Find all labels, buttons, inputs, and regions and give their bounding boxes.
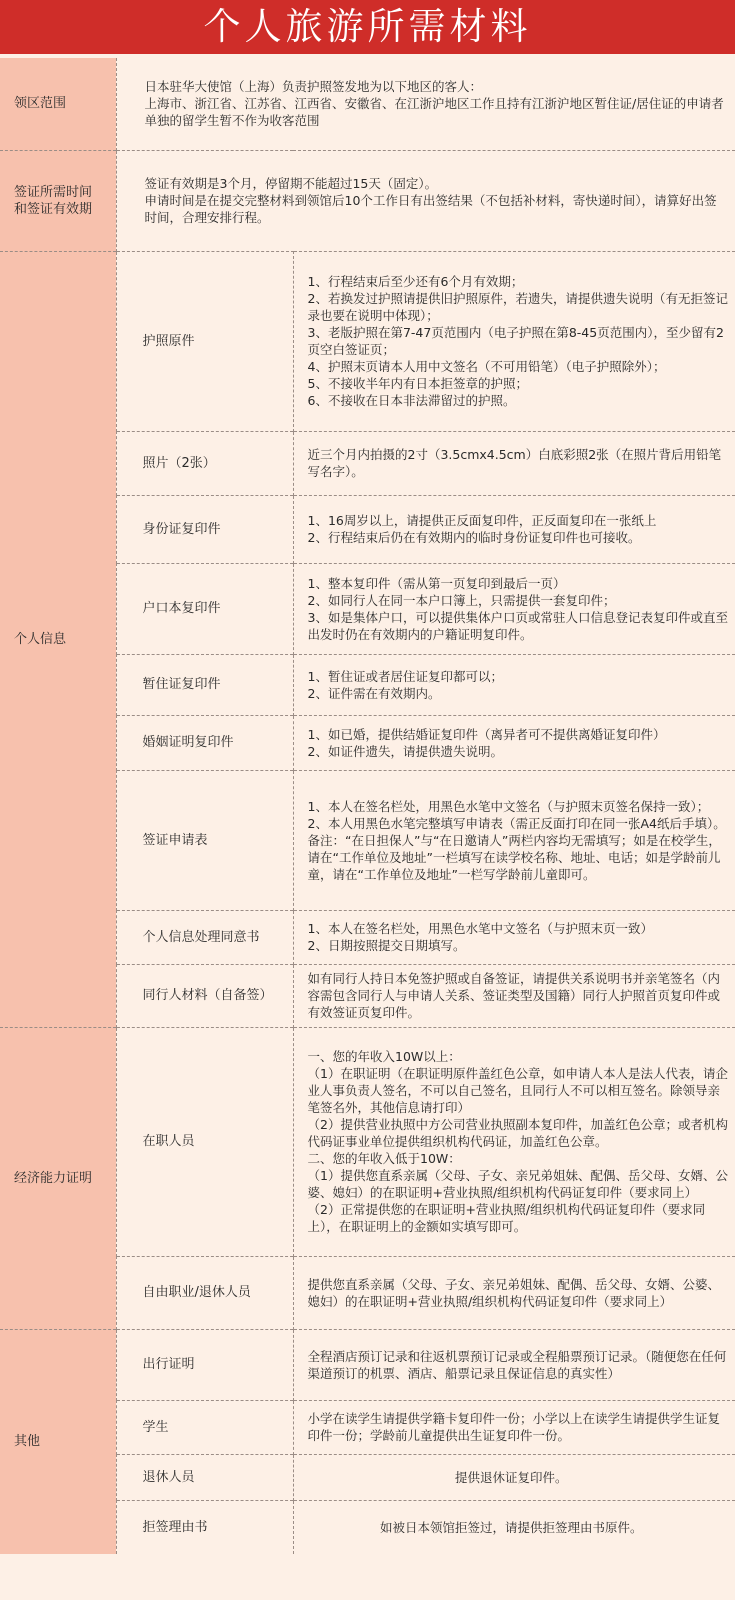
row-consular — [0, 58, 735, 150]
page-title: 个人旅游所需材料 — [0, 0, 735, 54]
materials-table — [0, 58, 735, 1554]
item-text: 1、暂住证或者居住证复印都可以； 2、证件需在有效期内。 — [293, 654, 735, 715]
item-label: 照片（2张） — [116, 431, 293, 495]
item-label: 拒签理由书 — [116, 1500, 293, 1554]
row-travel-proof — [0, 1329, 735, 1400]
item-label: 暂住证复印件 — [116, 654, 293, 715]
item-text: 1、本人在签名栏处，用黑色水笔中文签名（与护照末页一致） 2、日期按照提交日期填写。 — [293, 910, 735, 964]
item-text: 1、16周岁以上，请提供正反面复印件，正反面复印在一张纸上 2、行程结束后仍在有效期内的临时身份证复印件也可接收。 — [293, 495, 735, 563]
item-text: 提供您直系亲属（父母、子女、亲兄弟姐妹、配偶、岳父母、女婿、公婆、媳妇）的在职证明+营业执照/组织机构代码证复印件（要求同上） — [293, 1256, 735, 1329]
item-label: 在职人员 — [116, 1027, 293, 1256]
item-text: 提供退休证复印件。 — [293, 1454, 735, 1500]
item-text: 一、您的年收入10W以上： （1）在职证明（在职证明原件盖红色公章，如申请人本人是法人代表，请企业人事负责人签名，不可以自己签名，且同行人不可以相互签名。除领导亲笔签名外，其他信息请打印） （2）提供营业执照中方公司营业执照副本复印件，加盖红色公章；或者机构代码证事业单位提供组织机构代码证，加盖红色公章。 二、您的年收入低于10W： （1）提供您直系亲属（父母、子女、亲兄弟姐妹、配偶、岳父母、女婿、公婆、媳妇）的在职证明+营业执照/组织机构代码证复印件（要求同上） （2）正常提供您的在职证明+营业执照/组织机构代码证复印件（要求同上），在职证明上的金额如实填写即可。 — [293, 1027, 735, 1256]
item-label: 同行人材料（自备签） — [116, 964, 293, 1027]
item-text: 1、行程结束后至少还有6个月有效期； 2、若换发过护照请提供旧护照原件，若遗失，请提供遗失说明（有无拒签记录也要在说明中体现）； 3、老版护照在第7-47页范围内（电子护照在第8-45页范围内），至少留有2页空白签证页； 4、护照末页请本人用中文签名（不可用铅笔）（电子护照除外）； 5、不接收半年内有日本拒签章的护照； 6、不接收在日本非法滞留过的护照。 — [293, 251, 735, 431]
item-text: 1、整本复印件（需从第一页复印到最后一页） 2、如同行人在同一本户口簿上，只需提供一套复印件； 3、如是集体户口，可以提供集体户口页或常驻人口信息登记表复印件或直至出发时仍在有效期内的户籍证明复印件。 — [293, 563, 735, 654]
item-label: 身份证复印件 — [116, 495, 293, 563]
item-label: 护照原件 — [116, 251, 293, 431]
item-label: 出行证明 — [116, 1329, 293, 1400]
row-passport — [0, 251, 735, 431]
consular-text: 日本驻华大使馆（上海）负责护照签发地为以下地区的客人： 上海市、浙江省、江苏省、江西省、安徽省、在江浙沪地区工作且持有江浙沪地区暂住证/居住证的申请者 单独的留学生暂不作为收客范围 — [116, 58, 735, 150]
item-label: 签证申请表 — [116, 770, 293, 910]
item-label: 婚姻证明复印件 — [116, 715, 293, 770]
item-text: 小学在读学生请提供学籍卡复印件一份；小学以上在读学生请提供学生证复印件一份；学龄前儿童提供出生证复印件一份。 — [293, 1400, 735, 1454]
item-text: 如有同行人持日本免签护照或自备签证，请提供关系说明书并亲笔签名（内容需包含同行人与申请人关系、签证类型及国籍）同行人护照首页复印件或有效签证页复印件。 — [293, 964, 735, 1027]
category-visa-time: 签证所需时间 和签证有效期 — [0, 150, 116, 251]
category-personal: 个人信息 — [0, 251, 116, 1027]
item-text: 如被日本领馆拒签过，请提供拒签理由书原件。 — [293, 1500, 735, 1554]
category-other: 其他 — [0, 1329, 116, 1554]
item-label: 自由职业/退休人员 — [116, 1256, 293, 1329]
row-employed — [0, 1027, 735, 1256]
item-text: 全程酒店预订记录和往返机票预订记录或全程船票预订记录。（随便您在任何渠道预订的机票、酒店、船票记录且保证信息的真实性） — [293, 1329, 735, 1400]
category-consular: 领区范围 — [0, 58, 116, 150]
item-text: 1、如已婚，提供结婚证复印件（离异者可不提供离婚证复印件） 2、如证件遗失，请提供遗失说明。 — [293, 715, 735, 770]
row-visa-time — [0, 150, 735, 251]
item-label: 个人信息处理同意书 — [116, 910, 293, 964]
item-label: 学生 — [116, 1400, 293, 1454]
item-label: 户口本复印件 — [116, 563, 293, 654]
item-text: 1、本人在签名栏处，用黑色水笔中文签名（与护照末页签名保持一致）； 2、本人用黑色水笔完整填写申请表（需正反面打印在同一张A4纸后手填）。 备注：“在日担保人”与“在日邀请人”两栏内容均无需填写；如是在校学生，请在“工作单位及地址”一栏填写在读学校名称、地址、电话；如是学龄前儿童，请在“工作单位及地址”一栏写学龄前儿童即可。 — [293, 770, 735, 910]
category-finance: 经济能力证明 — [0, 1027, 116, 1329]
item-label: 退休人员 — [116, 1454, 293, 1500]
item-text: 近三个月内拍摄的2寸（3.5cmx4.5cm）白底彩照2张（在照片背后用铅笔写名字）。 — [293, 431, 735, 495]
visa-time-text: 签证有效期是3个月，停留期不能超过15天（固定）。 申请时间是在提交完整材料到领馆后10个工作日有出签结果（不包括补材料，寄快递时间），请算好出签时间，合理安排行程。 — [116, 150, 735, 251]
